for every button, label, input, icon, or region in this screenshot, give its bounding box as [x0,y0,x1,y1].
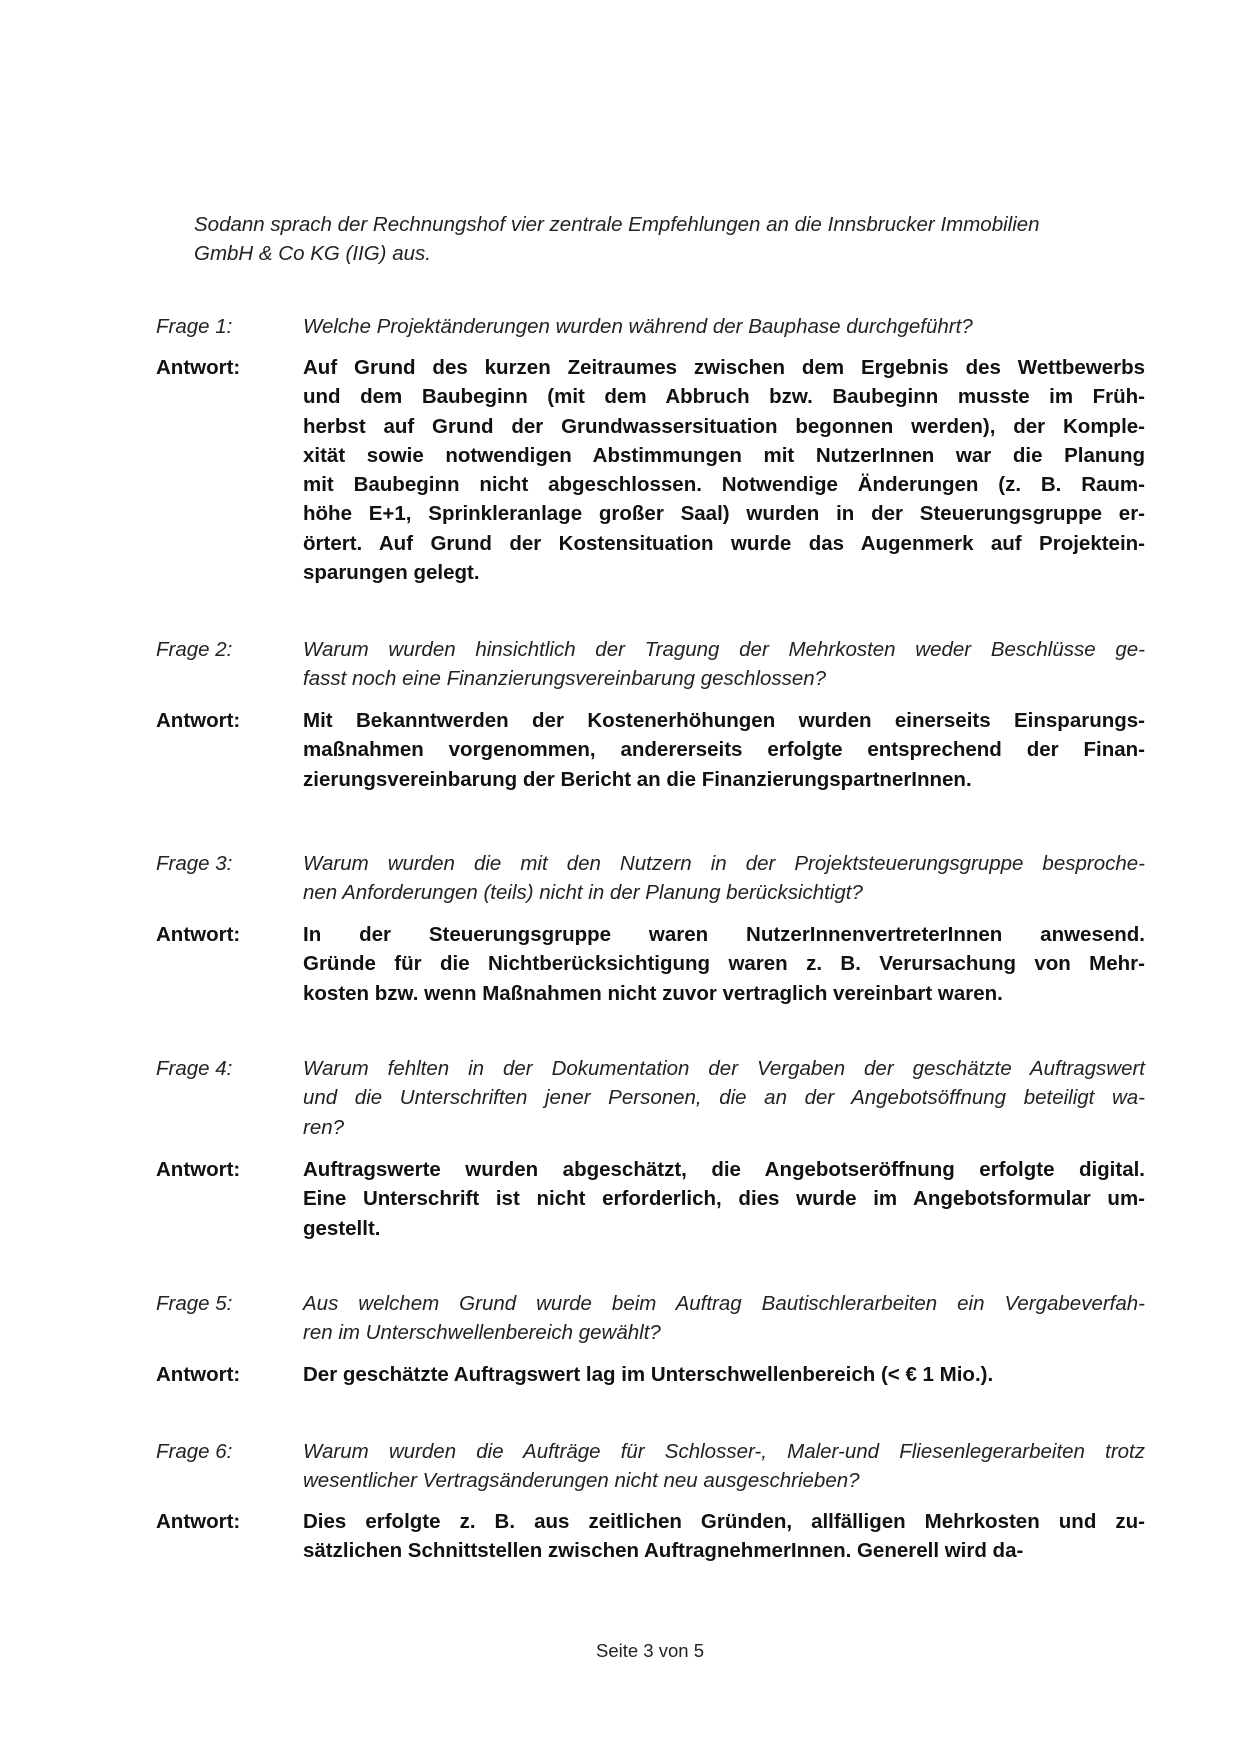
answer-text [303,353,1145,587]
text-line: und die Unterschriften jener Personen, die an der Angebotsöffnung beteiligt wa- [303,1086,1145,1110]
question-text [303,312,1145,341]
text-line: Der geschätzte Auftragswert lag im Unterschwellenbereich (< € 1 Mio.). [303,1363,994,1386]
answer-label: Antwort: [156,1363,241,1386]
text-line: Gründe für die Nichtberücksichtigung waren z. B. Verursachung von Mehr- [303,952,1145,976]
text-line: fasst noch eine Finanzierungsvereinbarung geschlossen? [303,667,827,691]
answer-label: Antwort: [156,923,241,946]
text-line: In der Steuerungsgruppe waren NutzerInnenvertreterInnen anwesend. [303,923,1145,946]
answer-label: Antwort: [156,1510,241,1533]
answer-text [303,706,1145,794]
text-line: gestellt. [303,1216,381,1240]
question-label: Frage 6: [156,1440,233,1463]
text-line: Warum fehlten in der Dokumentation der Vergaben der geschätzte Auftragswert [303,1057,1145,1080]
text-line: zierungsvereinbarung der Bericht an die FinanzierungspartnerInnen. [303,767,972,791]
text-line: und dem Baubeginn (mit dem Abbruch bzw. Baubeginn musste im Früh- [303,385,1145,409]
text-line: sparungen gelegt. [303,561,480,585]
text-line: Sodann sprach der Rechnungshof vier zentrale Empfehlungen an die Innsbrucker Immobilien [194,213,1040,236]
text-line: wesentlicher Vertragsänderungen nicht neu ausgeschrieben? [303,1469,860,1493]
text-line: ren im Unterschwellenbereich gewählt? [303,1321,661,1345]
text-line: ren? [303,1115,345,1139]
text-line: Warum wurden hinsichtlich der Tragung der Mehrkosten weder Beschlüsse ge- [303,638,1145,661]
text-line: Warum wurden die mit den Nutzern in der Projektsteuerungsgruppe besproche- [303,852,1145,875]
text-line: GmbH & Co KG (IIG) aus. [194,242,431,266]
question-label: Frage 5: [156,1292,233,1315]
question-label: Frage 3: [156,852,233,875]
text-line: örtert. Auf Grund der Kostensituation wurde das Augenmerk auf Projektein- [303,531,1145,555]
answer-label: Antwort: [156,709,241,732]
question-text [303,849,1145,908]
text-line: Mit Bekanntwerden der Kostenerhöhungen wurden einerseits Einsparungs- [303,709,1145,732]
text-line: nen Anforderungen (teils) nicht in der Planung berücksichtigt? [303,881,863,905]
answer-label: Antwort: [156,1158,241,1181]
question-text [303,635,1145,694]
answer-text [303,1155,1145,1243]
question-text [303,1437,1145,1496]
answer-text [303,920,1145,1008]
text-line: sätzlichen Schnittstellen zwischen AuftragnehmerInnen. Generell wird da- [303,1539,1024,1563]
text-line: xität sowie notwendigen Abstimmungen mit NutzerInnen war die Planung [303,443,1145,467]
answer-label: Antwort: [156,356,241,379]
page-number: Seite 3 von 5 [596,1640,704,1661]
text-line: höhe E+1, Sprinkleranlage großer Saal) wurden in der Steuerungsgruppe er- [303,502,1145,526]
question-label: Frage 2: [156,638,233,661]
text-line: maßnahmen vorgenommen, andererseits erfolgte entsprechend der Finan- [303,738,1145,762]
question-label: Frage 4: [156,1057,233,1080]
question-text [303,1289,1145,1348]
text-line: Dies erfolgte z. B. aus zeitlichen Gründen, allfälligen Mehrkosten und zu- [303,1510,1145,1533]
text-line: Auf Grund des kurzen Zeitraumes zwischen dem Ergebnis des Wettbewerbs [303,356,1145,379]
text-line: herbst auf Grund der Grundwassersituation begonnen werden), der Komple- [303,414,1145,438]
intro-paragraph [194,210,1145,269]
answer-text [303,1507,1145,1566]
text-line: Welche Projektänderungen wurden während der Bauphase durchgeführt? [303,315,973,338]
text-line: Auftragswerte wurden abgeschätzt, die Angebotseröffnung erfolgte digital. [303,1158,1145,1181]
text-line: Eine Unterschrift ist nicht erforderlich, dies wurde im Angebotsformular um- [303,1187,1145,1211]
answer-text [303,1360,1145,1389]
text-line: kosten bzw. wenn Maßnahmen nicht zuvor vertraglich vereinbart waren. [303,981,1003,1005]
text-line: Warum wurden die Aufträge für Schlosser-, Maler-und Fliesenlegerarbeiten trotz [303,1440,1145,1463]
text-line: mit Baubeginn nicht abgeschlossen. Notwendige Änderungen (z. B. Raum- [303,473,1145,497]
text-line: Aus welchem Grund wurde beim Auftrag Bautischlerarbeiten ein Vergabeverfah- [303,1292,1145,1315]
question-label: Frage 1: [156,315,233,338]
question-text [303,1054,1145,1142]
